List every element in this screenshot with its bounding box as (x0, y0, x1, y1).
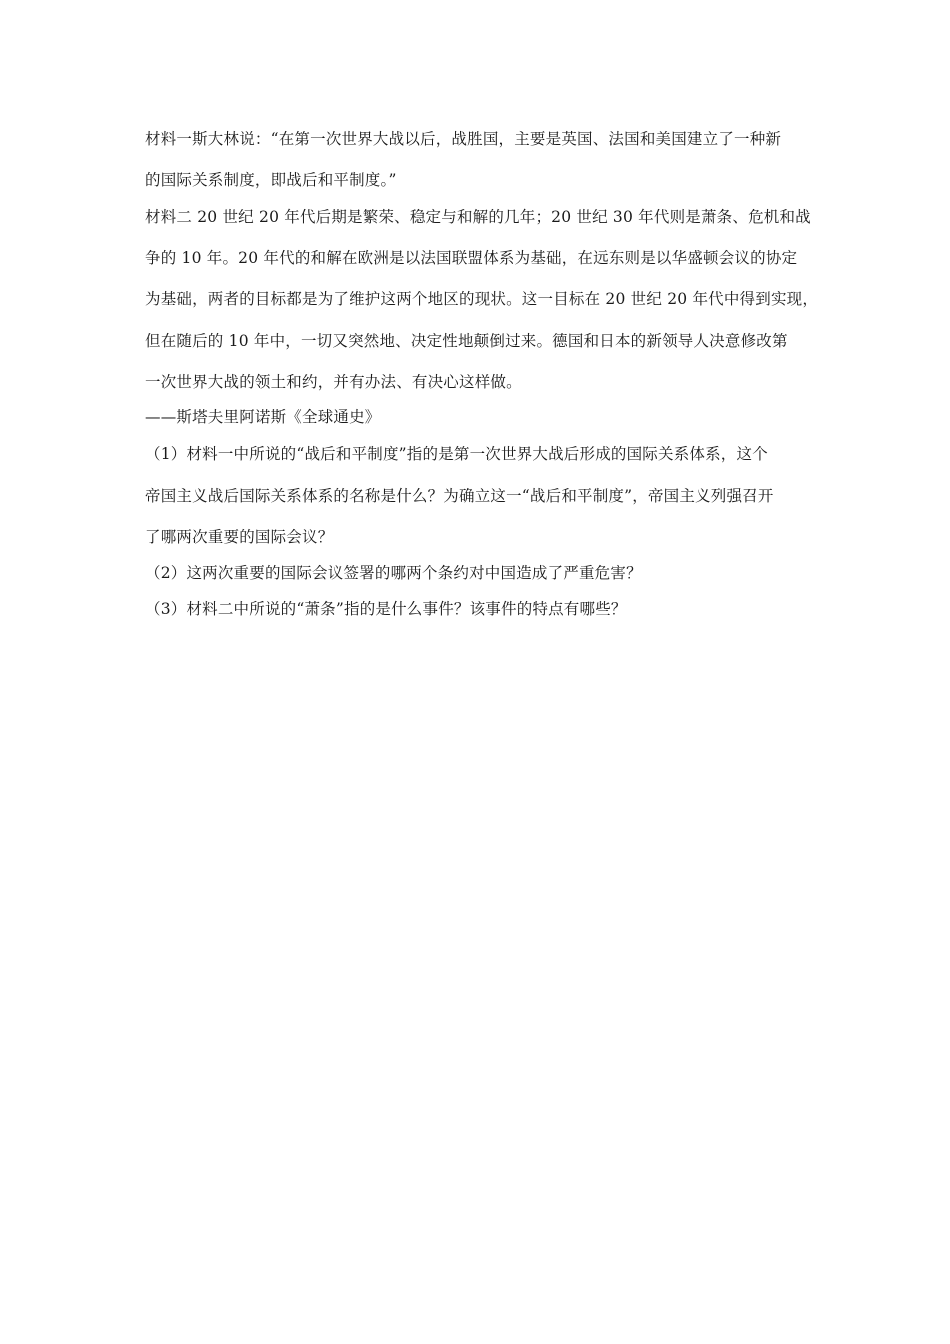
question-1-line-1: （1）材料一中所说的“战后和平制度”指的是第一次世界大战后形成的国际关系体系，这个 (145, 445, 768, 463)
material-2-source: ——斯塔夫里阿诺斯《全球通史》 (145, 408, 381, 426)
material-1-line-1: 材料一斯大林说：“在第一次世界大战以后，战胜国，主要是英国、法国和美国建立了一种新 (145, 130, 782, 148)
question-1-line-2: 帝国主义战后国际关系体系的名称是什么？为确立这一“战后和平制度”，帝国主义列强召开 (145, 487, 774, 505)
material-2-line-3: 为基础，两者的目标都是为了维护这两个地区的现状。这一目标在 20 世纪 20 年代中得到实现， (145, 290, 819, 308)
question-2: （2）这两次重要的国际会议签署的哪两个条约对中国造成了严重危害？ (145, 564, 642, 582)
material-2-line-1: 材料二 20 世纪 20 年代后期是繁荣、稳定与和解的几年；20 世纪 30 年代则是萧条、危机和战 (145, 208, 811, 226)
question-3: （3）材料二中所说的“萧条”指的是什么事件？该事件的特点有哪些？ (145, 600, 627, 618)
material-2-line-2: 争的 10 年。20 年代的和解在欧洲是以法国联盟体系为基础，在远东则是以华盛顿会议的协定 (145, 249, 798, 267)
material-1-line-2: 的国际关系制度，即战后和平制度。” (145, 171, 397, 189)
material-2-line-4: 但在随后的 10 年中，一切又突然地、决定性地颠倒过来。德国和日本的新领导人决意修改第 (145, 332, 788, 350)
question-1-line-3: 了哪两次重要的国际会议？ (145, 528, 334, 546)
material-2-line-5: 一次世界大战的领土和约，并有办法、有决心这样做。 (145, 373, 522, 391)
